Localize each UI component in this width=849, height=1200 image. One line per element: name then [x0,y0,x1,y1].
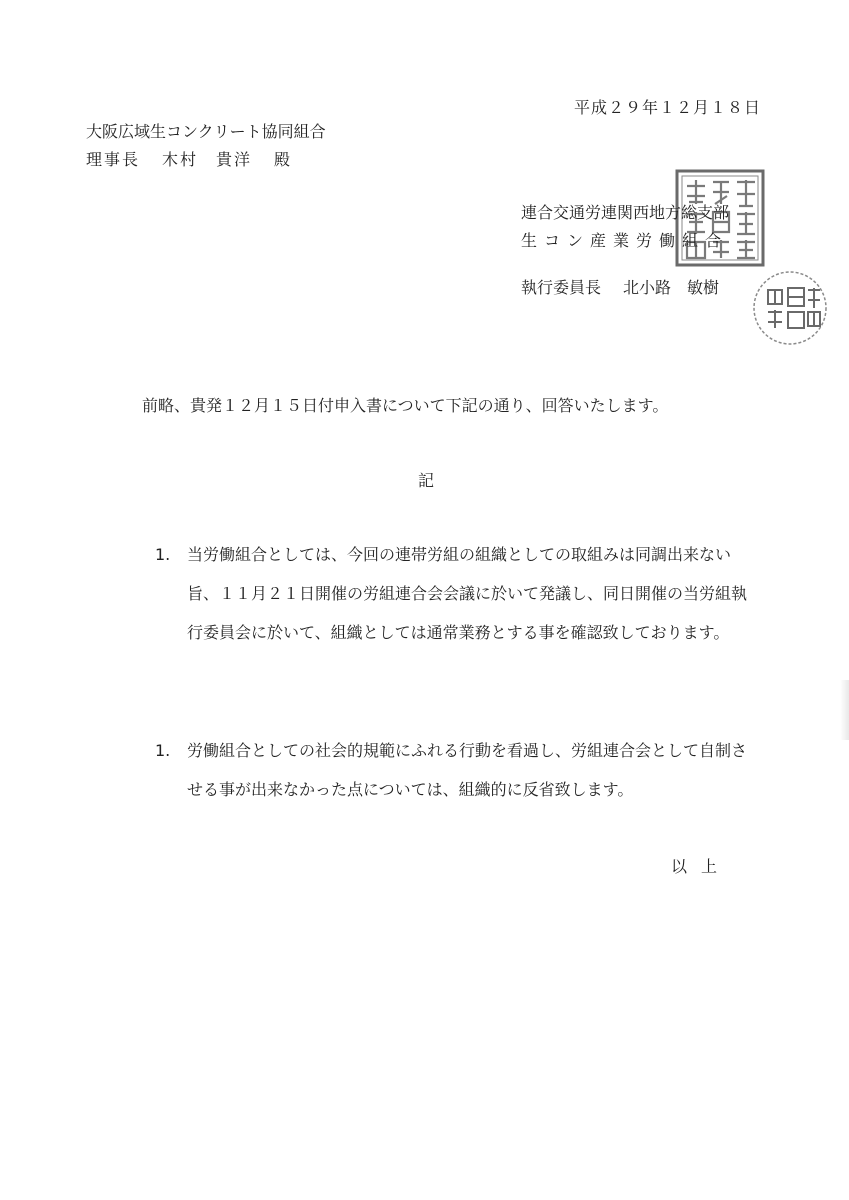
sender-name: 北小路 敏樹 [623,278,720,297]
list-item [155,545,755,652]
recipient-name: 木村 貴洋 [162,150,253,169]
recipient-organization: 大阪広域生コンクリート協同組合 [86,122,326,141]
sender-organization-line1: 連合交通労連関西地方総支部 [521,203,730,222]
list-item-text: 当労働組合としては、今回の連帯労組の組織としての取組みは同調出来ない旨、１１月２１日開催の労組連合会会議に於いて発議し、同日開催の当労組執行委員会に於いて、組織としては通常業務とする事を確認致しております。 [187,545,748,642]
list-item [155,741,755,809]
recipient-honorific: 殿 [274,150,293,169]
letter-date: 平成２９年１２月１８日 [573,98,761,117]
recipient-line [86,150,292,170]
sender-signatory-line [521,278,719,298]
ki-heading: 記 [418,471,435,490]
personal-seal-stamp [748,268,838,348]
greeting-text: 前略、貴発１２月１５日付申入書について下記の通り、回答いたします。 [142,396,669,415]
sender-organization-line2: 生コン産業労働組合 [521,231,729,250]
recipient-title: 理事長 [86,150,141,169]
scan-edge-mark [840,680,849,740]
list-item-number: 1. [155,741,171,760]
closing-text: 以上 [670,857,731,876]
list-item-text: 労働組合としての社会的規範にふれる行動を看過し、労組連合会として自制させる事が出来なかった点については、組織的に反省致します。 [187,741,748,799]
list-item-number: 1. [155,545,171,564]
sender-title: 執行委員長 [521,278,602,297]
